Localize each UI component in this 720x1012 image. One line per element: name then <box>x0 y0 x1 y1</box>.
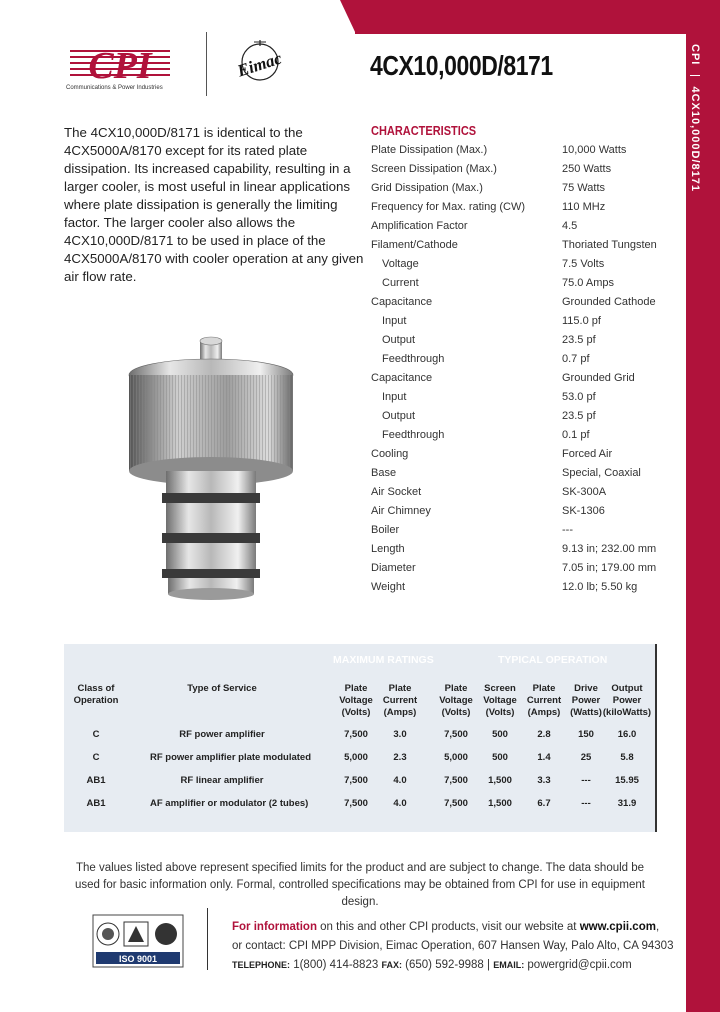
characteristics-heading: CHARACTERISTICS <box>371 124 477 138</box>
spec-label: Output <box>382 410 416 422</box>
cell-class: C <box>92 752 100 763</box>
spec-label: Boiler <box>371 524 400 536</box>
spec-row <box>371 408 681 427</box>
spec-row <box>371 294 681 313</box>
spec-value: 9.13 in; 232.00 mm <box>562 543 657 555</box>
cell-service: RF power amplifier plate modulated <box>150 752 311 763</box>
ratings-table-border <box>655 644 657 832</box>
spec-row <box>371 503 681 522</box>
spec-row <box>371 465 681 484</box>
cell-plate-voltage: 5,000 <box>444 752 468 763</box>
header-output-power: Output Power (kiloWatts) <box>602 683 652 718</box>
email-label: EMAIL: <box>493 960 525 970</box>
spec-label: Weight <box>371 581 406 593</box>
spec-label: Air Chimney <box>371 505 431 517</box>
spec-value: 0.1 pf <box>562 429 590 441</box>
contact-line-info <box>232 918 682 937</box>
spec-value: SK-1306 <box>562 505 605 517</box>
spec-label: Plate Dissipation (Max.) <box>371 144 488 156</box>
cell-plate-voltage: 7,500 <box>444 775 468 786</box>
spec-value: --- <box>562 524 573 536</box>
spec-row <box>371 313 681 332</box>
cell-max-plate-current: 4.0 <box>393 798 407 809</box>
characteristics-list <box>371 142 681 598</box>
cell-class: C <box>92 729 100 740</box>
spec-row <box>371 427 681 446</box>
cell-screen-voltage: 500 <box>492 752 508 763</box>
header-class: Class of Operation <box>73 683 119 706</box>
header-service: Type of Service <box>187 683 257 694</box>
group-typical-operation: TYPICAL OPERATION <box>498 654 608 666</box>
cell-output-power: 5.8 <box>620 752 634 763</box>
cell-output-power: 31.9 <box>617 798 637 809</box>
logo-divider <box>206 32 207 96</box>
spec-label: Input <box>382 391 407 403</box>
spec-row <box>371 218 681 237</box>
contact-block <box>232 918 682 975</box>
spec-row <box>371 275 681 294</box>
disclaimer-note: The values listed above represent specified limits for the product and are subject to change. The data should be used for basic information only. Formal, controlled specifications may be obtained from CPI for use in equipment design. <box>75 862 645 908</box>
email-value[interactable]: powergrid@cpii.com <box>524 959 632 971</box>
group-max-ratings: MAXIMUM RATINGS <box>333 654 434 666</box>
header-max-plate-voltage: Plate Voltage (Volts) <box>339 683 373 718</box>
spec-row <box>371 389 681 408</box>
cell-plate-current: 3.3 <box>537 775 551 786</box>
header-typ-plate-current: Plate Current (Amps) <box>526 683 562 718</box>
spec-label: Grid Dissipation (Max.) <box>371 182 483 194</box>
spec-row <box>371 256 681 275</box>
cell-max-plate-current: 4.0 <box>393 775 407 786</box>
header-typ-plate-voltage: Plate Voltage (Volts) <box>439 683 473 718</box>
contact-line-phone: TELEPHONE: 1(800) 414-8823 FAX: (650) 592-9988 | EMAIL: powergrid@cpii.com <box>232 959 632 971</box>
spec-value: 75.0 Amps <box>562 277 614 289</box>
spec-row <box>371 180 681 199</box>
spec-label: Input <box>382 315 407 327</box>
cell-max-plate-voltage: 7,500 <box>344 775 368 786</box>
header-drive-power: Drive Power (Watts) <box>570 683 602 718</box>
spec-row <box>371 541 681 560</box>
spec-value: 110 MHz <box>562 201 606 213</box>
header-max-plate-current: Plate Current (Amps) <box>382 683 418 718</box>
spec-row <box>371 237 681 256</box>
iso-certification-badge <box>92 914 184 968</box>
spec-label: Capacitance <box>371 372 433 384</box>
spec-value: Grounded Cathode <box>562 296 656 308</box>
cell-screen-voltage: 1,500 <box>488 775 512 786</box>
spec-label: Current <box>382 277 419 289</box>
tel-label: TELEPHONE: <box>232 960 291 970</box>
spec-label: Air Socket <box>371 486 422 498</box>
header-band-notch <box>340 0 356 34</box>
spec-value: 10,000 Watts <box>562 144 627 156</box>
page-title: 4CX10,000D/8171 <box>370 50 553 81</box>
side-model: 4CX10,000D/8171 <box>689 86 701 192</box>
spec-row <box>371 560 681 579</box>
spec-label: Frequency for Max. rating (CW) <box>371 201 526 213</box>
cell-service: RF power amplifier <box>179 729 265 740</box>
side-brand: CPI <box>689 44 701 66</box>
cell-plate-current: 2.8 <box>537 729 551 740</box>
spec-row <box>371 522 681 541</box>
cpi-logo-text: CPI <box>88 45 152 87</box>
spec-row <box>371 351 681 370</box>
spec-row <box>371 370 681 389</box>
cell-service: AF amplifier or modulator (2 tubes) <box>150 798 309 809</box>
spec-label: Output <box>382 334 416 346</box>
cell-drive-power: --- <box>581 798 591 809</box>
spec-row <box>371 199 681 218</box>
spec-value: SK-300A <box>562 486 607 498</box>
tube-image <box>118 335 303 605</box>
spec-label: Voltage <box>382 258 419 270</box>
cell-drive-power: 25 <box>580 752 592 763</box>
spec-value: 7.05 in; 179.00 mm <box>562 562 657 574</box>
info-text: on this and other CPI products, visit our website at <box>316 921 580 933</box>
cpi-logo <box>64 42 176 92</box>
side-separator <box>690 75 700 76</box>
spec-value: 75 Watts <box>562 182 605 194</box>
spec-label: Capacitance <box>371 296 433 308</box>
cell-output-power: 16.0 <box>617 729 637 740</box>
tel-value: 1(800) 414-8823 <box>290 959 379 971</box>
spec-label: Screen Dissipation (Max.) <box>371 163 497 175</box>
spec-value: 7.5 Volts <box>562 258 605 270</box>
spec-label: Cooling <box>371 448 409 460</box>
contact-line-address: or contact: CPI MPP Division, Eimac Operation, 607 Hansen Way, Palo Alto, CA 94303 <box>232 940 674 952</box>
footer-divider <box>207 908 208 970</box>
cell-drive-power: --- <box>581 775 591 786</box>
spec-value: 23.5 pf <box>562 334 596 346</box>
fax-label: FAX: <box>381 960 402 970</box>
spec-row <box>371 161 681 180</box>
cell-plate-voltage: 7,500 <box>444 729 468 740</box>
cell-max-plate-current: 2.3 <box>393 752 407 763</box>
cell-plate-voltage: 7,500 <box>444 798 468 809</box>
spec-label: Length <box>371 543 405 555</box>
eimac-logo-text: Eimac <box>235 48 285 81</box>
cell-plate-current: 1.4 <box>537 752 551 763</box>
cell-plate-current: 6.7 <box>537 798 551 809</box>
spec-value: 250 Watts <box>562 163 612 175</box>
eimac-logo <box>230 38 290 90</box>
side-band-text <box>689 44 701 192</box>
website-link[interactable]: www.cpii.com <box>579 921 656 933</box>
cell-class: AB1 <box>86 798 106 809</box>
cell-class: AB1 <box>86 775 106 786</box>
info-end: , <box>655 921 660 933</box>
spec-value: Thoriated Tungsten <box>562 239 657 251</box>
cell-screen-voltage: 500 <box>492 729 508 740</box>
intro-paragraph: The 4CX10,000D/8171 is identical to the 4CX5000A/8170 except for its rated plate dissipation. Its increased capability, resulting in a larger cooler, is most useful in linear applications where plate dissipation is generally the limiting factor. The larger cooler also allows the 4CX10,000D/8171 to be used in place of the 4CX5000A/8170 with cooler operation at any given air flow rate. <box>64 125 364 284</box>
spec-value: 23.5 pf <box>562 410 596 422</box>
cell-output-power: 15.95 <box>615 775 639 786</box>
info-label: For information <box>232 921 317 933</box>
spec-value: 115.0 pf <box>562 315 601 327</box>
cpi-tagline: Communications & Power Industries <box>66 85 163 91</box>
cell-max-plate-voltage: 5,000 <box>344 752 368 763</box>
spec-label: Feedthrough <box>382 353 445 365</box>
spec-row <box>371 142 681 161</box>
fax-value: (650) 592-9988 <box>401 959 484 971</box>
spec-row <box>371 332 681 351</box>
spec-row <box>371 484 681 503</box>
spec-label: Base <box>371 467 397 479</box>
spec-label: Feedthrough <box>382 429 445 441</box>
spec-row <box>371 579 681 598</box>
cell-max-plate-voltage: 7,500 <box>344 798 368 809</box>
spec-value: 0.7 pf <box>562 353 590 365</box>
header-band <box>355 0 720 34</box>
cell-max-plate-current: 3.0 <box>393 729 407 740</box>
spec-value: Grounded Grid <box>562 372 635 384</box>
header-screen-voltage: Screen Voltage (Volts) <box>483 683 517 718</box>
cell-service: RF linear amplifier <box>180 775 264 786</box>
cell-drive-power: 150 <box>578 729 594 740</box>
spec-row <box>371 446 681 465</box>
cell-screen-voltage: 1,500 <box>488 798 512 809</box>
spec-label: Amplification Factor <box>371 220 468 232</box>
spec-value: 53.0 pf <box>562 391 596 403</box>
iso-label: ISO 9001 <box>118 954 158 964</box>
spec-value: 4.5 <box>562 220 578 232</box>
cell-max-plate-voltage: 7,500 <box>344 729 368 740</box>
spec-label: Diameter <box>371 562 416 574</box>
spec-value: 12.0 lb; 5.50 kg <box>562 581 638 593</box>
spec-value: Forced Air <box>562 448 613 460</box>
spec-label: Filament/Cathode <box>371 239 458 251</box>
spec-value: Special, Coaxial <box>562 467 641 479</box>
